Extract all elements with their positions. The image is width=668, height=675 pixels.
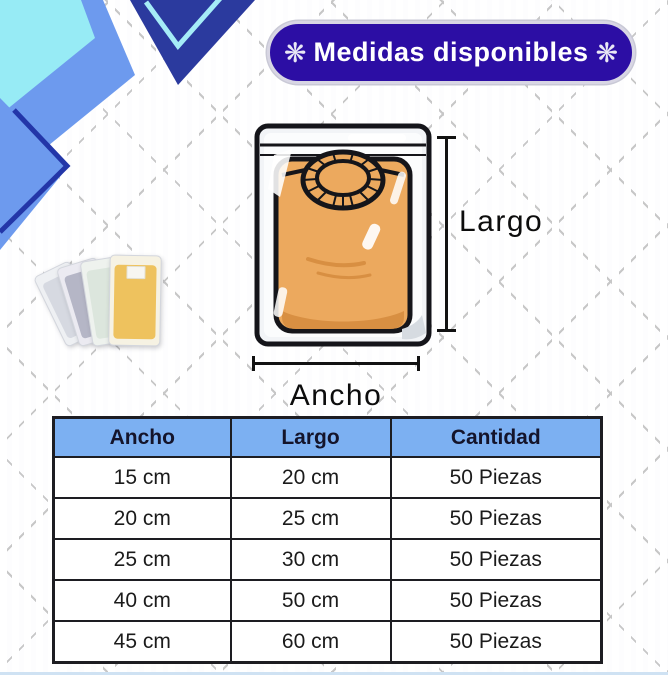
table-row (54, 621, 602, 663)
title-banner (267, 21, 635, 84)
table-cell: 50 Piezas (391, 580, 602, 621)
largo-measure-cap-bottom (437, 329, 456, 332)
table-cell: 50 Piezas (391, 621, 602, 663)
corner-triangles-decoration (0, 0, 260, 260)
largo-measure-line (445, 138, 448, 330)
table-cell: 50 cm (231, 580, 391, 621)
table-row (54, 498, 602, 539)
table-cell: 25 cm (231, 498, 391, 539)
ancho-label: Ancho (289, 379, 383, 412)
table-cell: 60 cm (231, 621, 391, 663)
table-row (54, 580, 602, 621)
flower-asterisk-icon: ❋ (283, 38, 307, 68)
table-cell: 40 cm (54, 580, 231, 621)
header-cantidad: Cantidad (391, 418, 602, 458)
flower-asterisk-icon: ❋ (595, 38, 619, 68)
bag-label (126, 266, 145, 279)
table-cell: 45 cm (54, 621, 231, 663)
table-cell: 20 cm (54, 498, 231, 539)
header-largo: Largo (231, 418, 391, 458)
sizes-table (52, 416, 603, 664)
largo-label: Largo (459, 205, 544, 238)
table-header-row (54, 418, 602, 458)
table-cell: 50 Piezas (391, 457, 602, 498)
table-cell: 25 cm (54, 539, 231, 580)
table-cell: 50 Piezas (391, 498, 602, 539)
plastic-bag (108, 255, 162, 347)
table-cell: 30 cm (231, 539, 391, 580)
packed-shirt-illustration (251, 117, 435, 353)
header-ancho: Ancho (54, 418, 231, 458)
table-cell: 20 cm (231, 457, 391, 498)
table-cell: 15 cm (54, 457, 231, 498)
table-row (54, 457, 602, 498)
ancho-measure-line (252, 362, 420, 365)
table-cell: 50 Piezas (391, 539, 602, 580)
banner-title: Medidas disponibles (313, 37, 589, 67)
packed-shirts-photo (48, 252, 168, 356)
table-row (54, 539, 602, 580)
ancho-measure-cap-right (417, 356, 420, 371)
